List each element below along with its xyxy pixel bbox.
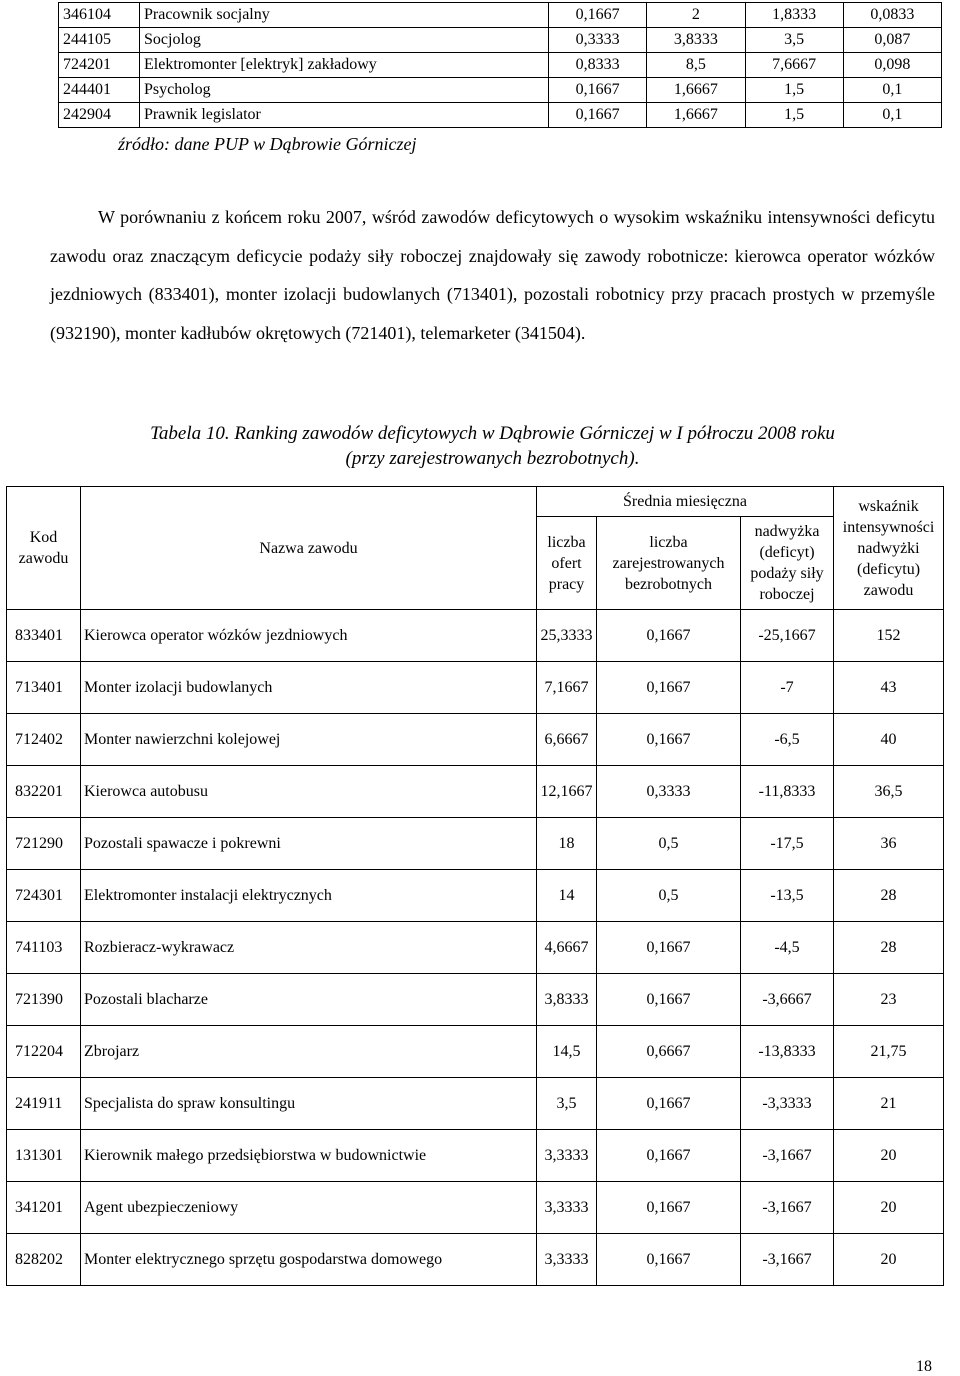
table-row [59,103,942,128]
table-cell: 0,1667 [597,1130,741,1182]
table-cell: 0,5 [597,870,741,922]
header-name: Nazwa zawodu [81,487,537,610]
table-cell: 3,3333 [537,1234,597,1286]
table-cell: Pozostali spawacze i pokrewni [81,818,537,870]
table-caption-continued: (przy zarejestrowanych bezrobotnych). [345,448,640,469]
table-row [7,610,944,662]
table-cell: Monter nawierzchni kolejowej [81,714,537,766]
table-cell: 0,087 [843,28,941,53]
table-cell: 832201 [7,766,81,818]
table-cell: 0,1667 [597,974,741,1026]
table-cell: 25,3333 [537,610,597,662]
table-cell: 0,1667 [549,103,647,128]
table-cell: 828202 [7,1234,81,1286]
table-cell: 242904 [59,103,140,128]
table-cell: -4,5 [741,922,834,974]
table-cell: 244105 [59,28,140,53]
table-cell: 0,6667 [597,1026,741,1078]
table-row [7,1026,944,1078]
table-cell: 40 [834,714,944,766]
table-cell: Monter elektrycznego sprzętu gospodarstwa domowego [81,1234,537,1286]
table-cell: 3,8333 [647,28,745,53]
table-cell: 0,1667 [549,78,647,103]
table-cell: 741103 [7,922,81,974]
table-cell: 341201 [7,1182,81,1234]
table-cell: 20 [834,1234,944,1286]
header-registered: liczba zarejestrowanych bezrobotnych [597,517,741,610]
table-cell: 14,5 [537,1026,597,1078]
table-row [7,662,944,714]
table-cell: 7,6667 [745,53,843,78]
table-cell: 721390 [7,974,81,1026]
table-cell: Monter izolacji budowlanych [81,662,537,714]
table-cell: -6,5 [741,714,834,766]
paragraph-text: W porównaniu z końcem roku 2007, wśród zawodów deficytowych o wysokim wskaźniku intensywności deficytu zawodu oraz znaczącym deficycie podaży siły roboczej znajdowały się zawody robotnicze: kierowca operator wózków jezdniowych (833401), monter izolacji budowlanych (713401), pozostali robotnicy przy pracach prostych w przemyśle (932190), monter kadłubów okrętowych (721401), telemarketer (341504). [50,207,935,343]
table-cell: 0,1667 [597,1234,741,1286]
table-cell: 131301 [7,1130,81,1182]
table-cell: 3,3333 [537,1130,597,1182]
table-cell: -25,1667 [741,610,834,662]
table-cell: Specjalista do spraw konsultingu [81,1078,537,1130]
table-row [59,28,942,53]
source-note: źródło: dane PUP w Dąbrowie Górniczej [118,134,417,154]
table-row [7,1182,944,1234]
table-cell: 0,1667 [597,922,741,974]
table-cell: -17,5 [741,818,834,870]
table-cell: 724201 [59,53,140,78]
table-cell: 0,1667 [549,3,647,28]
table-cell: 3,5 [537,1078,597,1130]
table-cell: 833401 [7,610,81,662]
table-row [7,1078,944,1130]
table-cell: 4,6667 [537,922,597,974]
table-cell: Socjolog [140,28,549,53]
table-cell: 346104 [59,3,140,28]
table-cell: 712402 [7,714,81,766]
table-row [7,766,944,818]
table-cell: 20 [834,1182,944,1234]
table-cell: -7 [741,662,834,714]
table-row [7,974,944,1026]
table-row [59,3,942,28]
table-cell: 28 [834,870,944,922]
table-cell: 0,1667 [597,610,741,662]
table-cell: 1,8333 [745,3,843,28]
table-row [59,53,942,78]
table-cell: 241911 [7,1078,81,1130]
header-offers: liczba ofert pracy [537,517,597,610]
table-cell: 0,0833 [843,3,941,28]
table-cell: 36,5 [834,766,944,818]
header-code: Kod zawodu [7,487,81,610]
table-cell: -13,8333 [741,1026,834,1078]
ranking-table [6,486,944,1286]
table-cell: 0,5 [597,818,741,870]
table-cell: 1,6667 [647,78,745,103]
table-cell: Rozbieracz-wykrawacz [81,922,537,974]
table-cell: Pozostali blacharze [81,974,537,1026]
table-cell: 0,3333 [549,28,647,53]
table-cell: Zbrojarz [81,1026,537,1078]
table-cell: 2 [647,3,745,28]
table-cell: 152 [834,610,944,662]
table-cell: -3,6667 [741,974,834,1026]
table-cell: 21,75 [834,1026,944,1078]
table-cell: 712204 [7,1026,81,1078]
table-cell: 0,8333 [549,53,647,78]
table-cell: 14 [537,870,597,922]
table-cell: 36 [834,818,944,870]
table-cell: 3,3333 [537,1182,597,1234]
table-cell: 0,098 [843,53,941,78]
table-cell: 18 [537,818,597,870]
table-cell: 0,1667 [597,714,741,766]
table-row [7,870,944,922]
table-cell: 7,1667 [537,662,597,714]
table-cell: 713401 [7,662,81,714]
table-cell: Pracownik socjalny [140,3,549,28]
table-cell: -3,1667 [741,1130,834,1182]
table-cell: -3,1667 [741,1182,834,1234]
table-cell: 0,1667 [597,1078,741,1130]
header-surplus: nadwyżka (deficyt) podaży siły roboczej [741,517,834,610]
table-cell: 8,5 [647,53,745,78]
table-row [7,818,944,870]
table-cell: Prawnik legislator [140,103,549,128]
table-cell: 1,5 [745,78,843,103]
table-cell: Psycholog [140,78,549,103]
table-cell: Kierownik małego przedsiębiorstwa w budownictwie [81,1130,537,1182]
table-cell: 20 [834,1130,944,1182]
table-cell: 244401 [59,78,140,103]
table-row [7,714,944,766]
table-cell: 3,8333 [537,974,597,1026]
table-cell: 12,1667 [537,766,597,818]
table-cell: 43 [834,662,944,714]
table-cell: Elektromonter instalacji elektrycznych [81,870,537,922]
table-cell: -11,8333 [741,766,834,818]
table-cell: Kierowca autobusu [81,766,537,818]
table-cell: 23 [834,974,944,1026]
table-cell: 0,1 [843,78,941,103]
table-cell: 6,6667 [537,714,597,766]
header-monthly-average: Średnia miesięczna [537,487,834,517]
table-cell: -3,1667 [741,1234,834,1286]
table-cell: 721290 [7,818,81,870]
table-cell: -3,3333 [741,1078,834,1130]
table-row [7,922,944,974]
header-index: wskaźnik intensywności nadwyżki (deficytu) zawodu [834,487,944,610]
table-cell: 28 [834,922,944,974]
table-caption: Tabela 10. Ranking zawodów deficytowych w Dąbrowie Górniczej w I półroczu 2008 roku [150,423,835,444]
table-cell: 0,1667 [597,662,741,714]
table-cell: 3,5 [745,28,843,53]
table-row [59,78,942,103]
page-number: 18 [916,1358,932,1375]
table-cell: Elektromonter [elektryk] zakładowy [140,53,549,78]
body-paragraph [50,198,935,352]
table-cell: 21 [834,1078,944,1130]
table-cell: Agent ubezpieczeniowy [81,1182,537,1234]
table-cell: 0,3333 [597,766,741,818]
table-cell: 724301 [7,870,81,922]
table-cell: 1,5 [745,103,843,128]
previous-table-continuation [58,2,942,128]
table-row [7,1234,944,1286]
table-cell: Kierowca operator wózków jezdniowych [81,610,537,662]
table-cell: 0,1667 [597,1182,741,1234]
table-cell: -13,5 [741,870,834,922]
table-cell: 0,1 [843,103,941,128]
table-row [7,1130,944,1182]
table-cell: 1,6667 [647,103,745,128]
